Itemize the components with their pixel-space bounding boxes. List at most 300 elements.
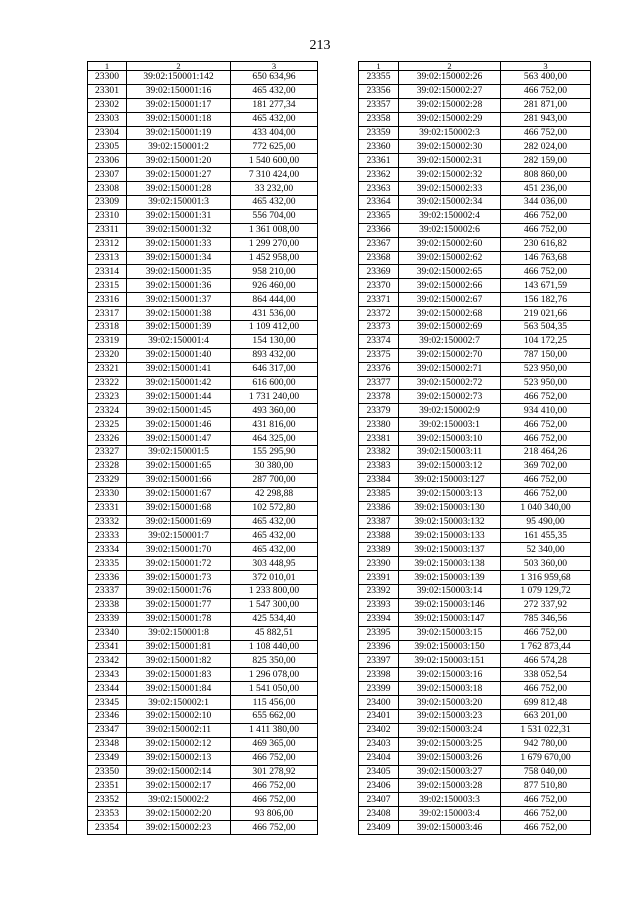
cadastral-number-cell: 39:02:150001:69 xyxy=(127,515,231,529)
table-row xyxy=(88,696,318,710)
table-row xyxy=(359,654,591,668)
cadastral-number-cell: 39:02:150003:25 xyxy=(399,737,501,751)
table-row xyxy=(359,557,591,571)
value-cell: 115 456,00 xyxy=(231,696,318,710)
table-row xyxy=(88,821,318,835)
cadastral-number-cell: 39:02:150003:139 xyxy=(399,571,501,585)
cadastral-number-cell: 39:02:150002:33 xyxy=(399,182,501,196)
cadastral-number-cell: 39:02:150001:67 xyxy=(127,487,231,501)
value-cell: 655 662,00 xyxy=(231,709,318,723)
table-row xyxy=(359,696,591,710)
row-number-cell: 23377 xyxy=(359,376,399,390)
table-left xyxy=(87,61,318,835)
value-cell: 466 752,00 xyxy=(231,779,318,793)
value-cell: 787 150,00 xyxy=(501,348,591,362)
cadastral-number-cell: 39:02:150003:10 xyxy=(399,432,501,446)
value-cell: 42 298,88 xyxy=(231,487,318,501)
row-number-cell: 23333 xyxy=(88,529,127,543)
cadastral-number-cell: 39:02:150003:130 xyxy=(399,501,501,515)
table-row xyxy=(88,71,318,85)
value-cell: 45 882,51 xyxy=(231,626,318,640)
value-cell: 466 752,00 xyxy=(501,432,591,446)
value-cell: 303 448,95 xyxy=(231,557,318,571)
cadastral-number-cell: 39:02:150001:68 xyxy=(127,501,231,515)
cadastral-number-cell: 39:02:150002:67 xyxy=(399,293,501,307)
row-number-cell: 23319 xyxy=(88,334,127,348)
row-number-cell: 23402 xyxy=(359,723,399,737)
row-number-cell: 23372 xyxy=(359,307,399,321)
value-cell: 563 504,35 xyxy=(501,321,591,335)
row-number-cell: 23374 xyxy=(359,334,399,348)
cadastral-number-cell: 39:02:150002:23 xyxy=(127,821,231,835)
cadastral-number-cell: 39:02:150001:7 xyxy=(127,529,231,543)
table-row xyxy=(359,223,591,237)
table-row xyxy=(359,584,591,598)
cadastral-number-cell: 39:02:150003:3 xyxy=(399,793,501,807)
row-number-cell: 23312 xyxy=(88,237,127,251)
table-row xyxy=(88,557,318,571)
value-cell: 1 079 129,72 xyxy=(501,584,591,598)
value-cell: 281 871,00 xyxy=(501,98,591,112)
cadastral-number-cell: 39:02:150003:28 xyxy=(399,779,501,793)
row-number-cell: 23324 xyxy=(88,404,127,418)
cadastral-number-cell: 39:02:150002:7 xyxy=(399,334,501,348)
row-number-cell: 23315 xyxy=(88,279,127,293)
table-row xyxy=(359,737,591,751)
cadastral-number-cell: 39:02:150001:66 xyxy=(127,473,231,487)
cadastral-number-cell: 39:02:150001:82 xyxy=(127,654,231,668)
row-number-cell: 23305 xyxy=(88,140,127,154)
value-cell: 466 752,00 xyxy=(501,821,591,835)
row-number-cell: 23362 xyxy=(359,168,399,182)
value-cell: 466 752,00 xyxy=(501,265,591,279)
row-number-cell: 23311 xyxy=(88,223,127,237)
value-cell: 758 040,00 xyxy=(501,765,591,779)
cadastral-number-cell: 39:02:150001:72 xyxy=(127,557,231,571)
table-row xyxy=(359,446,591,460)
cadastral-number-cell: 39:02:150001:5 xyxy=(127,446,231,460)
table-row xyxy=(359,751,591,765)
row-number-cell: 23326 xyxy=(88,432,127,446)
row-number-cell: 23383 xyxy=(359,459,399,473)
column-header: 1 xyxy=(88,62,127,71)
table-row xyxy=(359,515,591,529)
table-row xyxy=(359,793,591,807)
cadastral-number-cell: 39:02:150001:17 xyxy=(127,98,231,112)
table-row xyxy=(88,751,318,765)
table-row xyxy=(359,626,591,640)
cadastral-number-cell: 39:02:150003:18 xyxy=(399,682,501,696)
value-cell: 523 950,00 xyxy=(501,362,591,376)
cadastral-number-cell: 39:02:150003:16 xyxy=(399,668,501,682)
cadastral-number-cell: 39:02:150002:65 xyxy=(399,265,501,279)
row-number-cell: 23345 xyxy=(88,696,127,710)
column-header: 3 xyxy=(501,62,591,71)
row-number-cell: 23310 xyxy=(88,209,127,223)
row-number-cell: 23316 xyxy=(88,293,127,307)
value-cell: 52 340,00 xyxy=(501,543,591,557)
table-row xyxy=(88,418,318,432)
cadastral-number-cell: 39:02:150002:12 xyxy=(127,737,231,751)
row-number-cell: 23325 xyxy=(88,418,127,432)
value-cell: 104 172,25 xyxy=(501,334,591,348)
table-row xyxy=(88,668,318,682)
row-number-cell: 23361 xyxy=(359,154,399,168)
value-cell: 464 325,00 xyxy=(231,432,318,446)
value-cell: 466 752,00 xyxy=(501,223,591,237)
cadastral-number-cell: 39:02:150001:84 xyxy=(127,682,231,696)
table-row xyxy=(359,404,591,418)
cadastral-number-cell: 39:02:150001:41 xyxy=(127,362,231,376)
cadastral-number-cell: 39:02:150003:15 xyxy=(399,626,501,640)
table-row xyxy=(88,237,318,251)
row-number-cell: 23320 xyxy=(88,348,127,362)
value-cell: 431 536,00 xyxy=(231,307,318,321)
row-number-cell: 23318 xyxy=(88,321,127,335)
row-number-cell: 23408 xyxy=(359,807,399,821)
table-row xyxy=(88,196,318,210)
row-number-cell: 23391 xyxy=(359,571,399,585)
value-cell: 102 572,80 xyxy=(231,501,318,515)
cadastral-number-cell: 39:02:150002:2 xyxy=(127,793,231,807)
value-cell: 466 752,00 xyxy=(231,751,318,765)
row-number-cell: 23369 xyxy=(359,265,399,279)
table-row xyxy=(359,112,591,126)
cadastral-number-cell: 39:02:150003:20 xyxy=(399,696,501,710)
table-row xyxy=(88,376,318,390)
row-number-cell: 23395 xyxy=(359,626,399,640)
table-row xyxy=(88,265,318,279)
cadastral-number-cell: 39:02:150002:3 xyxy=(399,126,501,140)
cadastral-number-cell: 39:02:150002:13 xyxy=(127,751,231,765)
cadastral-number-cell: 39:02:150001:28 xyxy=(127,182,231,196)
row-number-cell: 23359 xyxy=(359,126,399,140)
cadastral-number-cell: 39:02:150003:132 xyxy=(399,515,501,529)
table-row xyxy=(359,723,591,737)
table-row xyxy=(359,209,591,223)
value-cell: 1 452 958,00 xyxy=(231,251,318,265)
value-cell: 282 024,00 xyxy=(501,140,591,154)
cadastral-number-cell: 39:02:150003:151 xyxy=(399,654,501,668)
value-cell: 7 310 424,00 xyxy=(231,168,318,182)
value-cell: 156 182,76 xyxy=(501,293,591,307)
column-header: 2 xyxy=(127,62,231,71)
row-number-cell: 23300 xyxy=(88,71,127,85)
table-row xyxy=(88,529,318,543)
value-cell: 893 432,00 xyxy=(231,348,318,362)
value-cell: 466 752,00 xyxy=(501,626,591,640)
table-row xyxy=(88,612,318,626)
cadastral-number-cell: 39:02:150001:33 xyxy=(127,237,231,251)
row-number-cell: 23356 xyxy=(359,84,399,98)
row-number-cell: 23358 xyxy=(359,112,399,126)
cadastral-number-cell: 39:02:150002:69 xyxy=(399,321,501,335)
cadastral-number-cell: 39:02:150001:20 xyxy=(127,154,231,168)
table-row xyxy=(359,376,591,390)
value-cell: 161 455,35 xyxy=(501,529,591,543)
row-number-cell: 23373 xyxy=(359,321,399,335)
cadastral-number-cell: 39:02:150002:1 xyxy=(127,696,231,710)
cadastral-number-cell: 39:02:150002:66 xyxy=(399,279,501,293)
row-number-cell: 23360 xyxy=(359,140,399,154)
cadastral-number-cell: 39:02:150001:45 xyxy=(127,404,231,418)
value-cell: 1 108 440,00 xyxy=(231,640,318,654)
table-row xyxy=(359,682,591,696)
table-row xyxy=(359,168,591,182)
row-number-cell: 23350 xyxy=(88,765,127,779)
table-row xyxy=(88,723,318,737)
cadastral-number-cell: 39:02:150001:142 xyxy=(127,71,231,85)
row-number-cell: 23351 xyxy=(88,779,127,793)
table-row xyxy=(88,126,318,140)
table-row xyxy=(359,98,591,112)
cadastral-number-cell: 39:02:150003:11 xyxy=(399,446,501,460)
page-number: 213 xyxy=(309,38,331,53)
table-row xyxy=(359,418,591,432)
value-cell: 154 130,00 xyxy=(231,334,318,348)
row-number-cell: 23388 xyxy=(359,529,399,543)
cadastral-number-cell: 39:02:150001:47 xyxy=(127,432,231,446)
row-number-cell: 23334 xyxy=(88,543,127,557)
row-number-cell: 23332 xyxy=(88,515,127,529)
table-row xyxy=(88,515,318,529)
cadastral-number-cell: 39:02:150001:38 xyxy=(127,307,231,321)
row-number-cell: 23368 xyxy=(359,251,399,265)
table-right xyxy=(358,61,591,835)
value-cell: 523 950,00 xyxy=(501,376,591,390)
value-cell: 219 021,66 xyxy=(501,307,591,321)
value-cell: 465 432,00 xyxy=(231,543,318,557)
cadastral-number-cell: 39:02:150002:10 xyxy=(127,709,231,723)
cadastral-number-cell: 39:02:150001:70 xyxy=(127,543,231,557)
cadastral-number-cell: 39:02:150002:11 xyxy=(127,723,231,737)
cadastral-number-cell: 39:02:150001:77 xyxy=(127,598,231,612)
cadastral-number-cell: 39:02:150001:81 xyxy=(127,640,231,654)
value-cell: 465 432,00 xyxy=(231,515,318,529)
table-row xyxy=(88,446,318,460)
table-row xyxy=(88,348,318,362)
row-number-cell: 23403 xyxy=(359,737,399,751)
value-cell: 272 337,92 xyxy=(501,598,591,612)
row-number-cell: 23400 xyxy=(359,696,399,710)
row-number-cell: 23364 xyxy=(359,196,399,210)
row-number-cell: 23313 xyxy=(88,251,127,265)
table-header-row xyxy=(359,62,591,71)
cadastral-number-cell: 39:02:150002:6 xyxy=(399,223,501,237)
cadastral-number-cell: 39:02:150002:30 xyxy=(399,140,501,154)
cadastral-number-cell: 39:02:150001:35 xyxy=(127,265,231,279)
table-row xyxy=(359,529,591,543)
cadastral-number-cell: 39:02:150002:71 xyxy=(399,362,501,376)
cadastral-number-cell: 39:02:150003:150 xyxy=(399,640,501,654)
value-cell: 563 400,00 xyxy=(501,71,591,85)
row-number-cell: 23375 xyxy=(359,348,399,362)
table-row xyxy=(88,737,318,751)
cadastral-number-cell: 39:02:150001:34 xyxy=(127,251,231,265)
row-number-cell: 23323 xyxy=(88,390,127,404)
table-row xyxy=(88,654,318,668)
table-row xyxy=(359,432,591,446)
row-number-cell: 23367 xyxy=(359,237,399,251)
value-cell: 556 704,00 xyxy=(231,209,318,223)
cadastral-number-cell: 39:02:150002:60 xyxy=(399,237,501,251)
row-number-cell: 23393 xyxy=(359,598,399,612)
value-cell: 1 411 380,00 xyxy=(231,723,318,737)
value-cell: 1 299 270,00 xyxy=(231,237,318,251)
cadastral-number-cell: 39:02:150003:138 xyxy=(399,557,501,571)
cadastral-number-cell: 39:02:150001:18 xyxy=(127,112,231,126)
value-cell: 95 490,00 xyxy=(501,515,591,529)
cadastral-number-cell: 39:02:150001:4 xyxy=(127,334,231,348)
row-number-cell: 23389 xyxy=(359,543,399,557)
value-cell: 699 812,48 xyxy=(501,696,591,710)
table-row xyxy=(88,640,318,654)
cadastral-number-cell: 39:02:150003:133 xyxy=(399,529,501,543)
table-row xyxy=(359,598,591,612)
table-row xyxy=(359,321,591,335)
value-cell: 146 763,68 xyxy=(501,251,591,265)
cadastral-number-cell: 39:02:150001:42 xyxy=(127,376,231,390)
table-row xyxy=(88,140,318,154)
row-number-cell: 23407 xyxy=(359,793,399,807)
table-row xyxy=(359,779,591,793)
cadastral-number-cell: 39:02:150001:37 xyxy=(127,293,231,307)
value-cell: 344 036,00 xyxy=(501,196,591,210)
cadastral-number-cell: 39:02:150002:9 xyxy=(399,404,501,418)
table-row xyxy=(88,362,318,376)
cadastral-number-cell: 39:02:150002:28 xyxy=(399,98,501,112)
value-cell: 942 780,00 xyxy=(501,737,591,751)
table-row xyxy=(88,473,318,487)
row-number-cell: 23363 xyxy=(359,182,399,196)
row-number-cell: 23394 xyxy=(359,612,399,626)
table-row xyxy=(88,501,318,515)
cadastral-number-cell: 39:02:150001:73 xyxy=(127,571,231,585)
row-number-cell: 23348 xyxy=(88,737,127,751)
row-number-cell: 23342 xyxy=(88,654,127,668)
row-number-cell: 23343 xyxy=(88,668,127,682)
value-cell: 338 052,54 xyxy=(501,668,591,682)
cadastral-number-cell: 39:02:150003:23 xyxy=(399,709,501,723)
table-row xyxy=(359,251,591,265)
value-cell: 301 278,92 xyxy=(231,765,318,779)
value-cell: 230 616,82 xyxy=(501,237,591,251)
value-cell: 808 860,00 xyxy=(501,168,591,182)
row-number-cell: 23401 xyxy=(359,709,399,723)
cadastral-number-cell: 39:02:150003:137 xyxy=(399,543,501,557)
row-number-cell: 23387 xyxy=(359,515,399,529)
table-row xyxy=(359,571,591,585)
cadastral-number-cell: 39:02:150003:26 xyxy=(399,751,501,765)
row-number-cell: 23303 xyxy=(88,112,127,126)
table-row xyxy=(88,807,318,821)
row-number-cell: 23335 xyxy=(88,557,127,571)
value-cell: 466 752,00 xyxy=(501,487,591,501)
table-row xyxy=(88,98,318,112)
table-row xyxy=(88,626,318,640)
cadastral-number-cell: 39:02:150001:39 xyxy=(127,321,231,335)
row-number-cell: 23331 xyxy=(88,501,127,515)
row-number-cell: 23406 xyxy=(359,779,399,793)
table-row xyxy=(359,126,591,140)
cadastral-number-cell: 39:02:150002:62 xyxy=(399,251,501,265)
table-row xyxy=(359,390,591,404)
value-cell: 372 010,01 xyxy=(231,571,318,585)
row-number-cell: 23306 xyxy=(88,154,127,168)
cadastral-number-cell: 39:02:150001:19 xyxy=(127,126,231,140)
cadastral-number-cell: 39:02:150002:31 xyxy=(399,154,501,168)
row-number-cell: 23378 xyxy=(359,390,399,404)
row-number-cell: 23349 xyxy=(88,751,127,765)
cadastral-number-cell: 39:02:150001:36 xyxy=(127,279,231,293)
table-row xyxy=(88,321,318,335)
table-row xyxy=(359,473,591,487)
row-number-cell: 23397 xyxy=(359,654,399,668)
row-number-cell: 23396 xyxy=(359,640,399,654)
cadastral-number-cell: 39:02:150001:40 xyxy=(127,348,231,362)
cadastral-number-cell: 39:02:150001:46 xyxy=(127,418,231,432)
row-number-cell: 23409 xyxy=(359,821,399,835)
row-number-cell: 23353 xyxy=(88,807,127,821)
value-cell: 33 232,00 xyxy=(231,182,318,196)
table-row xyxy=(88,307,318,321)
table-row xyxy=(359,71,591,85)
table-row xyxy=(359,543,591,557)
column-header: 3 xyxy=(231,62,318,71)
table-row xyxy=(88,432,318,446)
value-cell: 1 547 300,00 xyxy=(231,598,318,612)
cadastral-number-cell: 39:02:150002:73 xyxy=(399,390,501,404)
value-cell: 282 159,00 xyxy=(501,154,591,168)
row-number-cell: 23385 xyxy=(359,487,399,501)
value-cell: 425 534,40 xyxy=(231,612,318,626)
table-row xyxy=(88,709,318,723)
cadastral-number-cell: 39:02:150003:1 xyxy=(399,418,501,432)
value-cell: 466 752,00 xyxy=(501,682,591,696)
value-cell: 1 762 873,44 xyxy=(501,640,591,654)
row-number-cell: 23341 xyxy=(88,640,127,654)
value-cell: 466 752,00 xyxy=(501,390,591,404)
table-row xyxy=(359,501,591,515)
value-cell: 469 365,00 xyxy=(231,737,318,751)
value-cell: 1 361 008,00 xyxy=(231,223,318,237)
value-cell: 431 816,00 xyxy=(231,418,318,432)
cadastral-number-cell: 39:02:150001:83 xyxy=(127,668,231,682)
cadastral-number-cell: 39:02:150001:16 xyxy=(127,84,231,98)
value-cell: 466 752,00 xyxy=(501,209,591,223)
row-number-cell: 23390 xyxy=(359,557,399,571)
row-number-cell: 23386 xyxy=(359,501,399,515)
cadastral-number-cell: 39:02:150002:20 xyxy=(127,807,231,821)
table-row xyxy=(359,821,591,835)
value-cell: 864 444,00 xyxy=(231,293,318,307)
table-row xyxy=(88,459,318,473)
cadastral-number-cell: 39:02:150002:26 xyxy=(399,71,501,85)
table-row xyxy=(359,84,591,98)
table-row xyxy=(88,209,318,223)
value-cell: 466 574,28 xyxy=(501,654,591,668)
row-number-cell: 23352 xyxy=(88,793,127,807)
row-number-cell: 23327 xyxy=(88,446,127,460)
cadastral-number-cell: 39:02:150001:2 xyxy=(127,140,231,154)
table-row xyxy=(88,765,318,779)
value-cell: 1 731 240,00 xyxy=(231,390,318,404)
cadastral-number-cell: 39:02:150001:44 xyxy=(127,390,231,404)
value-cell: 466 752,00 xyxy=(501,793,591,807)
table-row xyxy=(359,140,591,154)
cadastral-number-cell: 39:02:150003:147 xyxy=(399,612,501,626)
row-number-cell: 23357 xyxy=(359,98,399,112)
